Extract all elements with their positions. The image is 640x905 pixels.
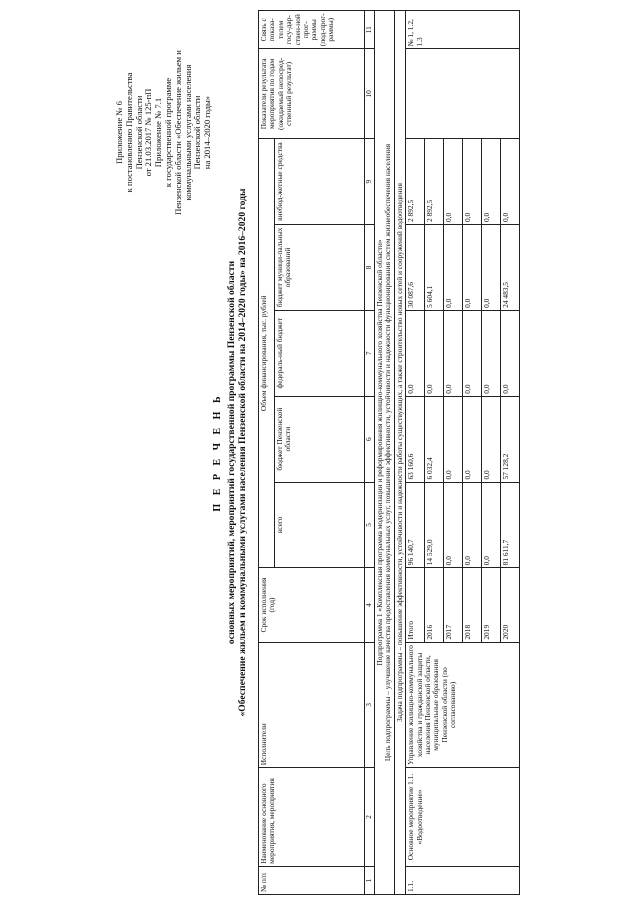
- header-municipal: бюджет муници-пальных образований: [275, 225, 365, 311]
- header-offbudget: внебюд-жетные средства: [275, 139, 365, 225]
- appendix-line: коммунальными услугами населения: [182, 64, 193, 201]
- row-federal: 0,0: [463, 310, 482, 396]
- header-result: Показатели результата мероприятия по годам (ожидаемый непосред-ственный результат): [259, 49, 365, 139]
- row-year: 2020: [501, 568, 520, 642]
- header-regional: бюджет Пензенской области: [275, 396, 365, 482]
- appendix-line: к государственной программе: [162, 77, 173, 188]
- header-link: Связь с показа-телем госу-дар-ствен-ной прог-раммы (под-прог-раммы): [259, 11, 365, 50]
- row-total: 0,0: [463, 482, 482, 568]
- row-municipal: 5 604,1: [425, 225, 444, 311]
- row-federal: 0,0: [406, 310, 425, 396]
- column-number: 10: [365, 49, 375, 139]
- row-federal: 0,0: [444, 310, 463, 396]
- row-federal: 0,0: [501, 310, 520, 396]
- row-total: 0,0: [444, 482, 463, 568]
- appendix-line: Пензенской области «Обеспечение жильем и: [172, 50, 183, 215]
- row-regional: 6 032,4: [425, 396, 444, 482]
- column-number: 8: [365, 225, 375, 311]
- row-offbudget: 0,0: [444, 139, 463, 225]
- column-number: 9: [365, 139, 375, 225]
- column-number: 7: [365, 310, 375, 396]
- row-offbudget: 0,0: [463, 139, 482, 225]
- row-executor: Управление жилищно-коммунального хозяйства и гражданской защиты населения Пензенской области, муниципальные образования Пензенской области (по согласованию): [406, 642, 520, 768]
- row-year: 2016: [425, 568, 444, 642]
- row-federal: 0,0: [482, 310, 501, 396]
- row-name: Основное мероприятие 1.1. «Водоотведение»: [406, 768, 520, 867]
- appendix-line: к постановлению Правительства: [123, 72, 134, 193]
- row-year: Итого: [406, 568, 425, 642]
- column-number: 4: [365, 568, 375, 642]
- subprogram-task: Задача подпрограммы – повышение эффективности, устойчивости и надежности работы существующих, а также строительство новых сетей и сооружений водоотведения: [394, 11, 405, 895]
- document-title: П Е Р Е Ч Е Н Ь: [212, 393, 223, 512]
- row-link: № 1, 1.2, 1.3: [406, 11, 520, 50]
- row-regional: 0,0: [482, 396, 501, 482]
- header-executor: Исполнители: [259, 642, 365, 768]
- row-regional: 63 160,6: [406, 396, 425, 482]
- row-regional: 0,0: [463, 396, 482, 482]
- subtitle-line-2: «Обеспечение жильем и коммунальными услугами населения Пензенской области на 2014–2020 годы» на 2016–2020 годы: [237, 188, 248, 717]
- subprogram-row: [375, 11, 395, 895]
- column-number: 6: [365, 396, 375, 482]
- row-year: 2019: [482, 568, 501, 642]
- subprogram-goal: Цель подпрограммы – улучшение качества предоставления коммунальных услуг, повышение эффективности, устойчивости и надежности функционирования систем жизнеобеспечения населения: [383, 143, 393, 762]
- row-federal: 0,0: [425, 310, 444, 396]
- row-year: 2018: [463, 568, 482, 642]
- row-num: 1.1.: [406, 866, 520, 894]
- row-result: [406, 49, 520, 139]
- document-subtitle: [226, 0, 248, 905]
- column-number: 11: [365, 11, 375, 50]
- row-municipal: 30 087,6: [406, 225, 425, 311]
- subtitle-line-1: основных мероприятий, мероприятий государственной программы Пензенской области: [226, 260, 237, 645]
- column-number: 2: [365, 768, 375, 867]
- column-number: 3: [365, 642, 375, 768]
- row-municipal: 0,0: [482, 225, 501, 311]
- header-federal: федераль-ный бюджет: [275, 310, 365, 396]
- row-municipal: 0,0: [444, 225, 463, 311]
- appendix-line: Приложение № 6: [114, 101, 124, 164]
- row-total: 81 611,7: [501, 482, 520, 568]
- row-regional: 57 128,2: [501, 396, 520, 482]
- appendix-line: Пензенской области: [192, 95, 203, 170]
- row-total: 96 140,7: [406, 482, 425, 568]
- row-offbudget: 2 892,5: [406, 139, 425, 225]
- header-num: № п/п: [259, 866, 365, 894]
- header-term: Срок исполнения (год): [259, 568, 365, 642]
- column-number: 5: [365, 482, 375, 568]
- row-year: 2017: [444, 568, 463, 642]
- header-name: Наименование основного мероприятия, мероприятия: [259, 768, 365, 867]
- row-offbudget: 0,0: [501, 139, 520, 225]
- header-total: всего: [275, 482, 365, 568]
- row-offbudget: 0,0: [482, 139, 501, 225]
- row-total: 14 529,0: [425, 482, 444, 568]
- row-regional: 0,0: [444, 396, 463, 482]
- row-municipal: 24 483,5: [501, 225, 520, 311]
- column-number: 1: [365, 866, 375, 894]
- row-municipal: 0,0: [463, 225, 482, 311]
- subprogram-title: Подпрограмма 1 «Комплексная программа модернизации и реформирования жилищно-коммунального хозяйства Пензенской области»: [375, 239, 384, 666]
- appendix-line: Приложение № 7.1: [153, 97, 164, 168]
- appendix-block: [115, 5, 213, 260]
- header-funding: Объем финансирования, тыс. рублей: [259, 139, 275, 568]
- appendix-line: от 21.03.2017 № 125-пП: [143, 88, 154, 177]
- row-total: 0,0: [482, 482, 501, 568]
- appendix-line: Пензенской области: [133, 95, 144, 170]
- appendix-line: на 2014–2020 годы»: [202, 95, 213, 170]
- measures-table: [258, 10, 520, 895]
- row-offbudget: 2 892,5: [425, 139, 444, 225]
